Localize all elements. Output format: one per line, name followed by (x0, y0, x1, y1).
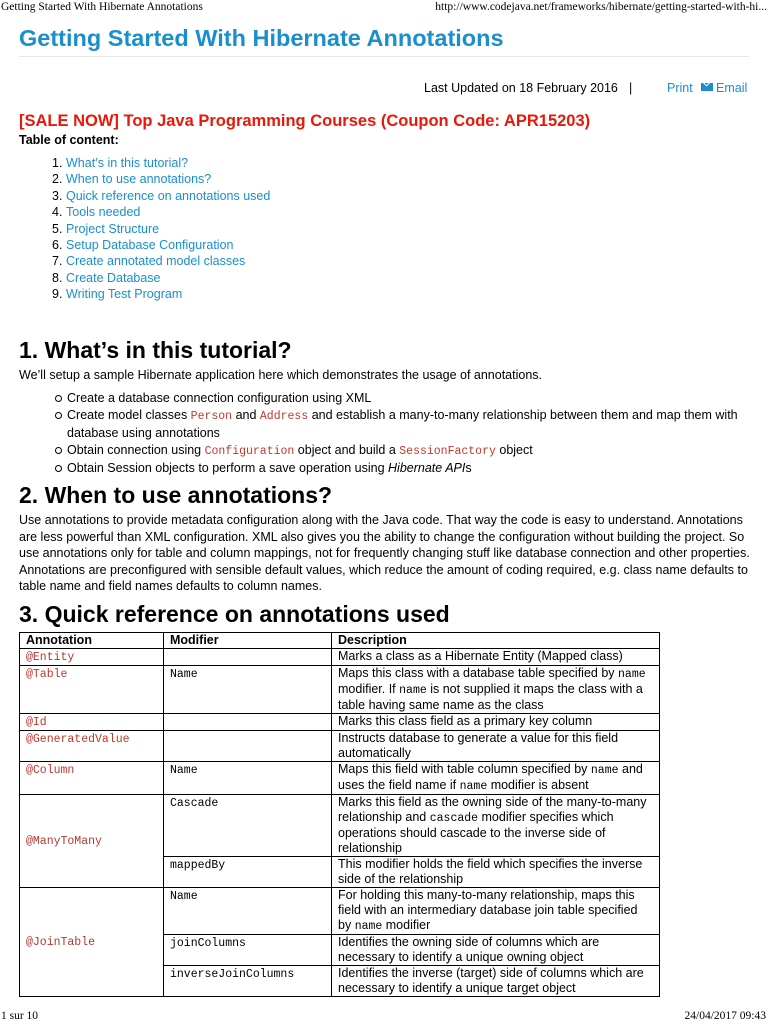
table-header-row (20, 633, 660, 649)
toc-number: 8. (52, 270, 63, 285)
modifier-name: Name (170, 668, 198, 681)
description-text: and uses the field name if (338, 762, 643, 792)
modifier-mappedby: mappedBy (170, 859, 226, 872)
meta-separator: | (629, 81, 633, 95)
bullet-text: and establish a many-to-many relationship between them and map them with database using annotations (67, 407, 738, 440)
header-annotation: Annotation (20, 633, 164, 649)
description-text: modifier specifies which operations should cascade to the inverse side of relationship (338, 810, 614, 855)
annotation-manytomany: @ManyToMany (26, 835, 102, 848)
section-heading-whats-in-tutorial: 1. What’s in this tutorial? (19, 337, 292, 363)
modifier-cell (164, 935, 332, 966)
list-item (53, 442, 743, 461)
bullet-text: Obtain connection using (67, 442, 205, 457)
modifier-cell (164, 888, 332, 935)
description-cell (332, 762, 660, 795)
annotation-cell (20, 666, 164, 714)
list-item (53, 460, 743, 477)
annotation-column: @Column (26, 764, 75, 777)
annotation-cell (20, 795, 164, 888)
header-modifier: Modifier (164, 633, 332, 649)
header-description: Description (332, 633, 660, 649)
table-of-contents (52, 155, 270, 303)
email-link-label: Email (716, 81, 748, 95)
annotation-cell (20, 731, 164, 762)
toc-link-create-database[interactable]: Create Database (66, 270, 161, 285)
toc-link-model-classes[interactable]: Create annotated model classes (66, 254, 246, 269)
modifier-cell (164, 966, 332, 997)
annotations-table (19, 632, 660, 997)
print-header-title: Getting Started With Hibernate Annotations (1, 1, 203, 13)
toc-item (52, 204, 270, 220)
section-intro: We’ll setup a sample Hibernate application here which demonstrates the usage of annotations. (19, 368, 542, 382)
section-heading-when-to-use: 2. When to use annotations? (19, 482, 333, 508)
modifier-cell (164, 731, 332, 762)
tutorial-steps-list (53, 390, 743, 477)
annotation-cell (20, 762, 164, 795)
toc-item (52, 188, 270, 204)
table-row (20, 762, 660, 795)
toc-link-quick-reference[interactable]: Quick reference on annotations used (66, 188, 271, 203)
code-sessionfactory: SessionFactory (399, 444, 496, 458)
description-text: is not supplied it maps the class with a table having same name as the class (338, 682, 643, 712)
modifier-name: Name (170, 764, 198, 777)
bullet-text: Obtain Session objects to perform a save operation using (67, 461, 389, 475)
toc-item (52, 155, 270, 171)
toc-number: 4. (52, 205, 63, 220)
toc-number: 1. (52, 156, 63, 170)
description-text: modifier (382, 918, 431, 932)
description-text: Marks this field as the owning side of the many-to-many relationship and (338, 795, 647, 824)
description-text: Maps this class with a database table specified by (338, 666, 619, 680)
bullet-text: object (495, 442, 533, 457)
page-counter: 1 sur 10 (1, 1010, 39, 1022)
bullet-text: Create a database connection configuration using XML (67, 391, 372, 405)
section-heading-quick-reference: 3. Quick reference on annotations used (19, 601, 450, 627)
description-cell: Marks a class as a Hibernate Entity (Mapped class) (332, 649, 660, 666)
print-link[interactable]: Print (667, 81, 693, 95)
code-name: name (399, 684, 427, 697)
print-header-url: http://www.codejava.net/frameworks/hibernate/getting-started-with-hi... (435, 1, 767, 13)
modifier-name: Name (170, 890, 198, 903)
mail-icon (701, 83, 713, 91)
annotation-jointable: @JoinTable (26, 936, 96, 949)
toc-number: 6. (52, 238, 63, 253)
code-name: name (590, 764, 619, 777)
bullet-text: and (232, 407, 260, 422)
description-text: modifier is absent (487, 778, 589, 792)
modifier-cell (164, 649, 332, 666)
bullet-text: Create model classes (67, 407, 191, 422)
table-row (20, 731, 660, 762)
toc-label: Table of content: (19, 133, 119, 147)
toc-number: 2. (52, 172, 63, 187)
code-configuration: Configuration (204, 444, 295, 458)
toc-link-project-structure[interactable]: Project Structure (66, 221, 160, 236)
toc-number: 3. (52, 188, 63, 203)
description-cell (332, 666, 660, 714)
page-title[interactable]: Getting Started With Hibernate Annotations (19, 25, 504, 51)
toc-item (52, 253, 270, 269)
description-cell: Instructs database to generate a value for this field automatically (332, 731, 660, 762)
code-address: Address (259, 409, 309, 423)
toc-link-database-configuration[interactable]: Setup Database Configuration (66, 238, 234, 253)
modifier-cell (164, 857, 332, 888)
annotation-table: @Table (26, 668, 68, 681)
code-cascade: cascade (429, 812, 479, 825)
print-header (0, 0, 768, 14)
modifier-cell (164, 762, 332, 795)
table-row (20, 795, 660, 857)
toc-item (52, 171, 270, 187)
annotation-cell (20, 888, 164, 997)
description-cell: Identifies the owning side of columns which are necessary to identify a unique owning object (332, 935, 660, 966)
title-divider (19, 56, 749, 57)
table-row (20, 666, 660, 714)
code-name: name (618, 668, 646, 681)
toc-number: 9. (52, 287, 63, 302)
table-row (20, 714, 660, 731)
table-row (20, 888, 660, 935)
emphasis-hibernate-api: Hibernate API (388, 461, 466, 475)
print-footer (0, 1010, 768, 1024)
description-cell: Identifies the inverse (target) side of columns which are necessary to identify a unique target object (332, 966, 660, 997)
annotation-generatedvalue: @GeneratedValue (26, 733, 130, 746)
modifier-inversejoincolumns: inverseJoinColumns (170, 968, 295, 981)
toc-item (52, 221, 270, 237)
description-cell (332, 888, 660, 935)
print-datetime: 24/04/2017 09:43 (684, 1010, 766, 1022)
description-text: For holding this many-to-many relationship, maps this field with an intermediary database join table specified by (338, 888, 638, 932)
toc-number: 5. (52, 221, 63, 236)
sale-banner[interactable]: [SALE NOW] Top Java Programming Courses (Coupon Code: APR15203) (19, 112, 591, 130)
code-name: name (354, 920, 383, 933)
toc-item (52, 286, 270, 302)
description-text: modifier. If (338, 682, 400, 696)
annotation-cell (20, 714, 164, 731)
modifier-cell (164, 666, 332, 714)
description-cell: Marks this class field as a primary key column (332, 714, 660, 731)
description-text: Maps this field with table column specified by (338, 762, 591, 776)
code-person: Person (190, 409, 233, 423)
list-item (53, 407, 743, 442)
description-cell (332, 795, 660, 857)
modifier-cascade: Cascade (170, 797, 219, 810)
list-item (53, 390, 743, 407)
toc-item (52, 270, 270, 286)
last-updated: Last Updated on 18 February 2016 (424, 81, 618, 95)
modifier-joincolumns: joinColumns (170, 937, 246, 950)
annotation-cell (20, 649, 164, 666)
bullet-text: object and build a (294, 442, 400, 457)
email-link[interactable] (701, 80, 747, 96)
description-cell: This modifier holds the field which specifies the inverse side of the relationship (332, 857, 660, 888)
modifier-cell (164, 714, 332, 731)
toc-link-tools-needed[interactable]: Tools needed (66, 205, 141, 220)
annotation-id: @Id (26, 716, 47, 729)
toc-link-when-to-use[interactable]: When to use annotations? (66, 172, 212, 187)
toc-link-test-program[interactable]: Writing Test Program (66, 287, 183, 302)
toc-item (52, 237, 270, 253)
annotation-entity: @Entity (26, 651, 75, 664)
code-name: name (459, 780, 488, 793)
table-row (20, 649, 660, 666)
modifier-cell (164, 795, 332, 857)
section-body: Use annotations to provide metadata configuration along with the Java code. That way the code is easy to understand. Annotations are less powerful than XML configuration. XML also gives you the ability to change the configuration without building the project. So use annotations only for table and column mappings, not for frequently changing stuff like database connection and other properties. Annotations are preconfigured with sensible default values, which reduce the amount of coding required, e.g. class name defaults to table name and field names defaults to column names. (19, 513, 750, 593)
toc-number: 7. (52, 254, 63, 269)
bullet-text: s (465, 461, 472, 475)
toc-link-whats-in-tutorial[interactable]: What’s in this tutorial? (66, 156, 189, 170)
